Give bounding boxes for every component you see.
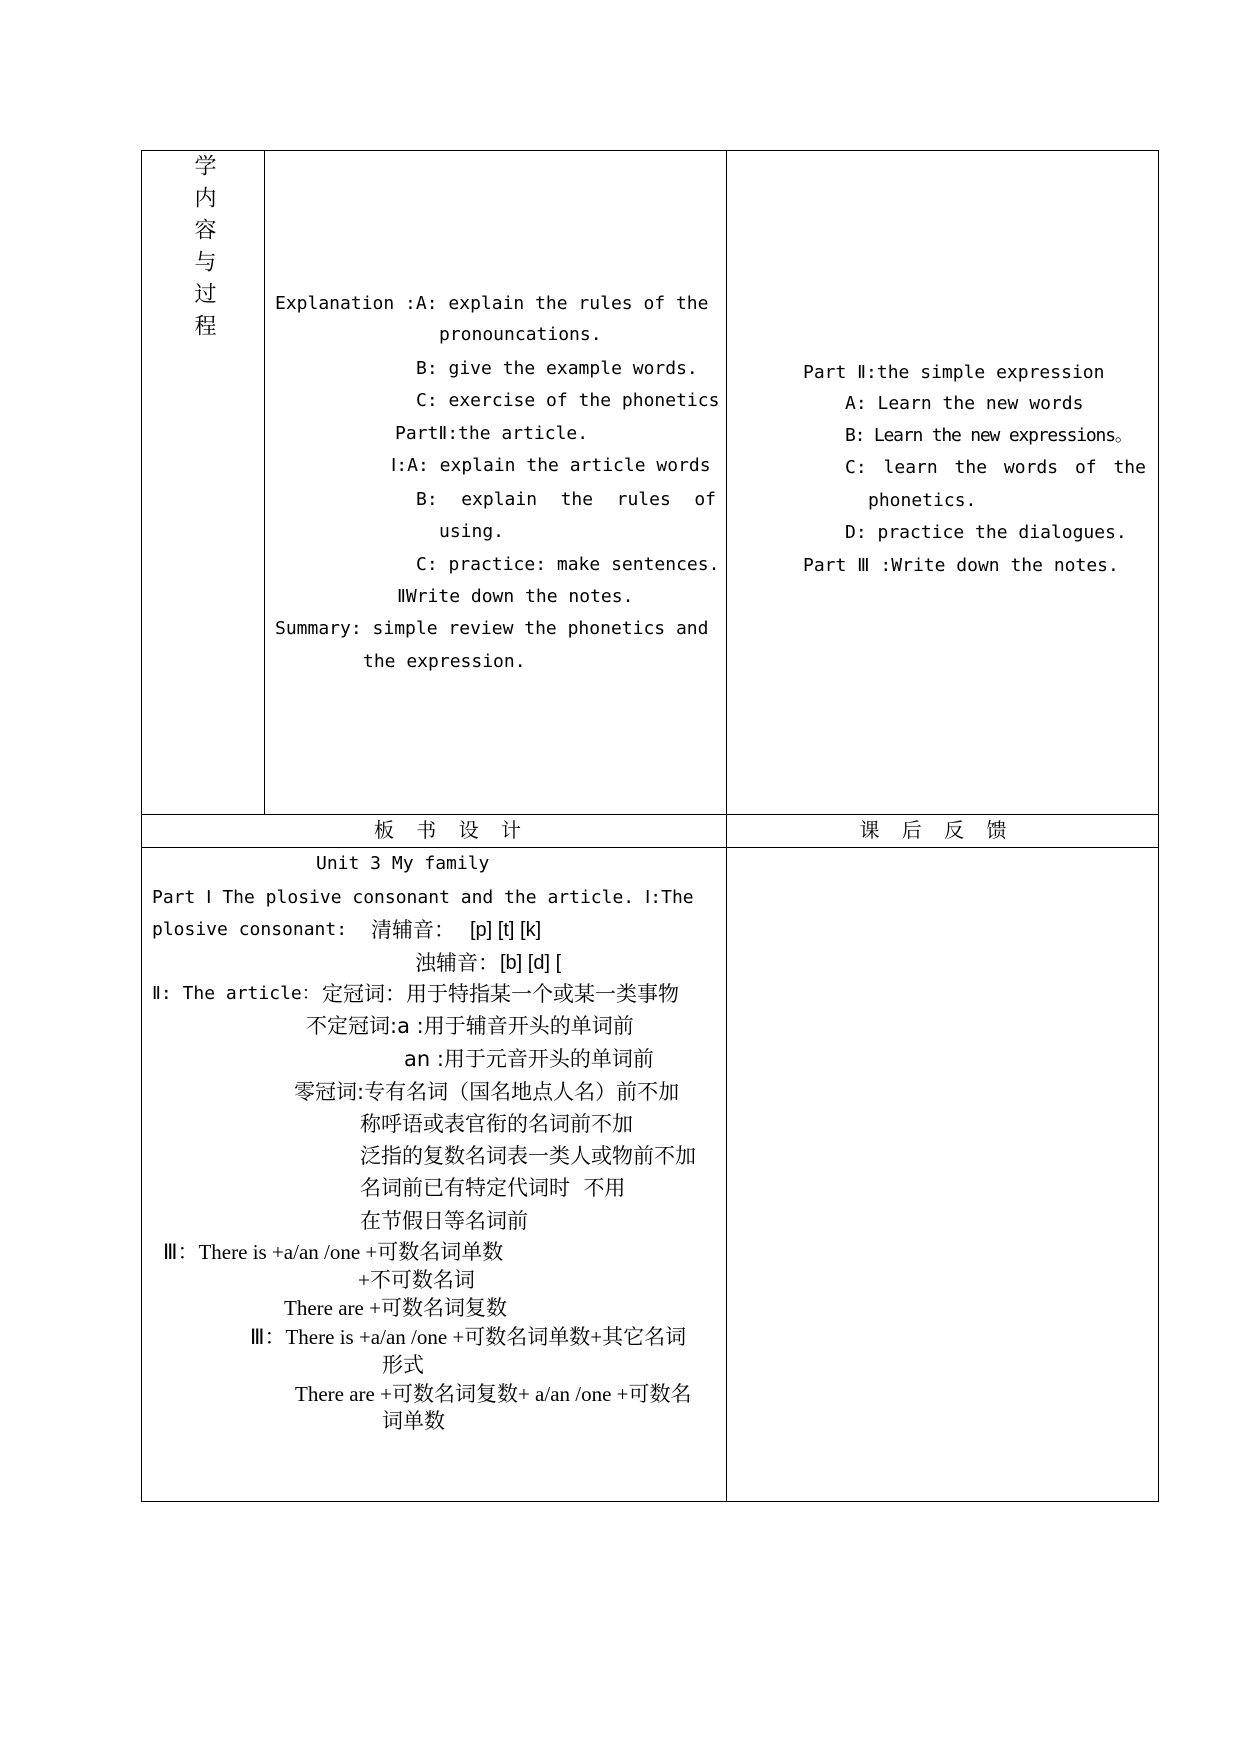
voiced-label: 浊辅音： — [415, 951, 499, 975]
process-line-summary: Summary: simple review the phonetics and — [275, 618, 709, 639]
board-design-header: 板 书 设 计 — [373, 818, 522, 842]
section-label-vertical: 学内容与过程 — [191, 154, 216, 346]
process-line: the expression. — [363, 651, 526, 672]
activity-line-part2: Part Ⅱ:the simple expression — [803, 362, 1105, 383]
there-be-rule: There are +可数名词复数+ a/an /one +可数名 — [295, 1382, 692, 1406]
process-line: ⅡWrite down the notes. — [397, 586, 634, 607]
process-line-explanation: Explanation :A: explain the rules of the — [275, 293, 709, 314]
plosive-label: plosive consonant: — [152, 919, 348, 940]
activity-line: B: Learn the new expressions。 — [845, 425, 1132, 446]
process-line: pronouncations. — [439, 324, 602, 345]
board-title: Unit 3 My family — [316, 853, 490, 874]
there-be-rule: There are +可数名词复数 — [284, 1296, 507, 1320]
process-line: C: practice: make sentences. — [416, 554, 720, 575]
process-line-part2: PartⅡ:the article. — [395, 423, 589, 444]
indefinite-an-rule: an :用于元音开头的单词前 — [404, 1047, 654, 1071]
process-line: using. — [439, 521, 505, 542]
teaching-process-cell — [264, 150, 726, 814]
activity-line: phonetics. — [868, 490, 977, 511]
feedback-cell — [727, 848, 1158, 1501]
feedback-header: 课 后 反 馈 — [859, 818, 1007, 842]
process-line: B: explain the rules of — [416, 489, 716, 510]
there-be-rule: +不可数名词 — [358, 1268, 475, 1292]
activity-line: C: learn the words of the — [845, 457, 1146, 478]
process-line: Ⅰ:A: explain the article words — [391, 455, 711, 476]
process-line: C: exercise of the phonetics — [416, 390, 720, 411]
voiceless-sounds: [p] [t] [k] — [470, 919, 542, 941]
article-label: Ⅱ: The article： — [152, 983, 320, 1004]
zero-article-rule: 称呼语或表官衔的名词前不加 — [360, 1112, 633, 1136]
zero-article-rule: 零冠词:专有名词（国名地点人名）前不加 — [294, 1080, 680, 1104]
board-design-cell — [142, 848, 726, 1501]
voiced-sounds: [b] [d] [ — [500, 952, 562, 974]
board-part1-heading: Part Ⅰ The plosive consonant and the article. Ⅰ:The — [152, 887, 694, 908]
voiceless-label: 清辅音： — [371, 918, 455, 942]
zero-article-rule: 在节假日等名词前 — [360, 1209, 528, 1233]
there-be-rule: 词单数 — [382, 1409, 445, 1433]
zero-article-rule: 泛指的复数名词表一类人或物前不加 — [360, 1144, 696, 1168]
student-activity-cell — [727, 151, 1158, 814]
section-label-cell — [142, 151, 264, 814]
activity-line-part3: Part Ⅲ :Write down the notes. — [803, 555, 1119, 576]
there-be-rule: Ⅲ：There is +a/an /one +可数名词单数 — [163, 1240, 504, 1264]
process-line: B: give the example words. — [416, 358, 698, 379]
indefinite-a-rule: 不定冠词:a :用于辅音开头的单词前 — [306, 1014, 634, 1038]
activity-line: A: Learn the new words — [845, 393, 1084, 414]
there-be-rule: 形式 — [382, 1353, 424, 1377]
zero-article-rule: 名词前已有特定代词时 不用 — [360, 1176, 626, 1200]
definite-article-rule: 定冠词：用于特指某一个或某一类事物 — [322, 982, 679, 1006]
activity-line: D: practice the dialogues. — [845, 522, 1127, 543]
there-be-rule: Ⅲ：There is +a/an /one +可数名词单数+其它名词 — [250, 1325, 687, 1349]
